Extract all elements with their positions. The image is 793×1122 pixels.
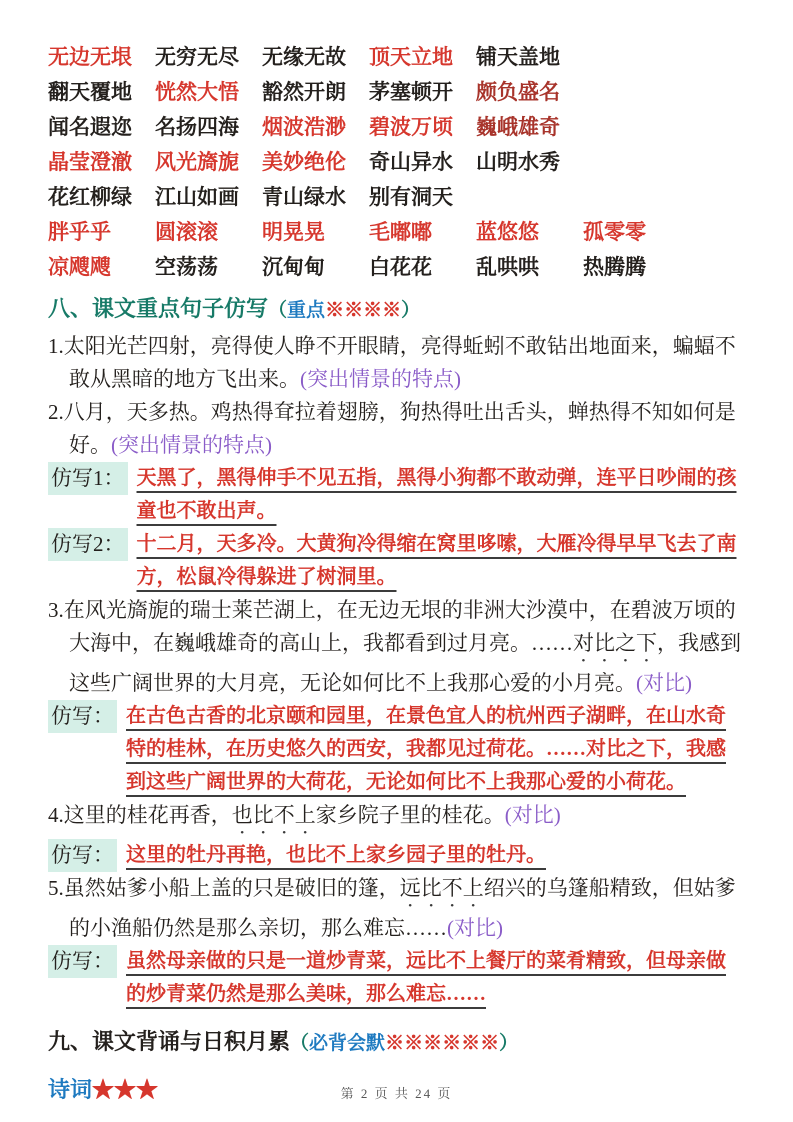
- paren-open: （: [290, 1033, 310, 1054]
- fangxie-label: 仿写1：: [48, 462, 128, 495]
- idiom-row: [48, 151, 745, 173]
- fangxie-label: 仿写：: [48, 945, 117, 978]
- sentence-item-5: [48, 872, 745, 945]
- idiom-row: [48, 256, 745, 278]
- fangxie-answer: 十二月，天多冷。大黄狗冷得缩在窝里哆嗦，大雁冷得早早飞去了南方，松鼠冷得躲进了树洞里。: [136, 533, 737, 588]
- idiom-row: [48, 46, 745, 68]
- idiom-word: 无穷无尽: [155, 45, 239, 69]
- emphasized-text: 远比不上: [399, 876, 484, 900]
- section-number: 八、: [48, 296, 93, 321]
- sentence-item-2: [48, 396, 745, 462]
- section-number: 九、: [48, 1029, 93, 1054]
- fangxie-label: 仿写：: [48, 700, 117, 733]
- idiom-word: 凉飕飕: [48, 255, 111, 279]
- idiom-word: 蓝悠悠: [476, 220, 539, 244]
- annotation: (突出情景的特点): [300, 367, 461, 391]
- idiom-word: 无缘无故: [262, 45, 346, 69]
- imitation-block-1: [48, 462, 745, 528]
- idiom-word: 白花花: [369, 255, 432, 279]
- section-9-heading: [48, 1027, 745, 1059]
- idiom-word: 豁然开朗: [262, 80, 346, 104]
- poem-label: 诗词: [48, 1077, 93, 1102]
- sentence-text: 5.虽然姑爹小船上盖的只是破旧的篷，: [48, 876, 400, 900]
- idiom-word: 翻天覆地: [48, 80, 132, 104]
- sentence-text: 3.在风光旖旎的瑞士莱芒湖上，在无边无垠的非洲大沙漠中，在碧波万顷的大海中，在巍峨雄奇的高山上，我都看到过月亮。……: [48, 598, 736, 655]
- fangxie-label: 仿写：: [48, 839, 117, 872]
- idiom-word: 江山如画: [155, 185, 239, 209]
- sentence-text: ，我感到这些广阔世界的大月亮，无论如何比不上我那心爱的小月亮。: [69, 631, 741, 695]
- idiom-word: 热腾腾: [583, 255, 646, 279]
- poem-stars: ★★★: [92, 1077, 159, 1102]
- annotation: (对比): [447, 916, 503, 940]
- fangxie-answer: 天黑了，黑得伸手不见五指，黑得小狗都不敢动弹，连平日吵闹的孩童也不敢出声。: [136, 467, 737, 522]
- sentence-item-3: [48, 594, 745, 700]
- idiom-word: 空荡荡: [155, 255, 218, 279]
- fangxie-label: 仿写2：: [48, 528, 128, 561]
- imitation-block-4: [48, 839, 745, 872]
- idiom-word: 名扬四海: [155, 115, 239, 139]
- annotation: (突出情景的特点): [111, 433, 272, 457]
- idiom-word: 碧波万顷: [369, 115, 453, 139]
- idiom-word: 顶天立地: [369, 45, 453, 69]
- paren-close: ）: [401, 300, 421, 321]
- idiom-word: 闻名遐迩: [48, 115, 132, 139]
- imitation-block-5: [48, 945, 745, 1011]
- sentence-item-4: [48, 799, 745, 839]
- sentence-item-1: [48, 330, 745, 396]
- idiom-grid: [48, 46, 745, 278]
- emphasized-text: 对比之下: [573, 631, 657, 655]
- importance-stars: ※※※※: [325, 300, 402, 321]
- idiom-word: 茅塞顿开: [369, 80, 453, 104]
- idiom-word: 别有洞天: [369, 185, 453, 209]
- idiom-word: 美妙绝伦: [262, 150, 346, 174]
- fangxie-answer: 虽然母亲做的只是一道炒青菜，远比不上餐厅的菜肴精致，但母亲做的炒青菜仍然是那么美味，那么难忘……: [126, 950, 726, 1005]
- idiom-word: 青山绿水: [262, 185, 346, 209]
- idiom-word: 奇山异水: [369, 150, 453, 174]
- imitation-block-2: [48, 528, 745, 594]
- paren-close: ）: [499, 1033, 519, 1054]
- idiom-word: 明晃晃: [262, 220, 325, 244]
- idiom-word: 胖乎乎: [48, 220, 111, 244]
- idiom-word: 巍峨雄奇: [476, 115, 560, 139]
- importance-tag: 重点: [287, 300, 326, 321]
- idiom-word: 乱哄哄: [476, 255, 539, 279]
- annotation: (对比): [636, 671, 692, 695]
- idiom-word: 山明水秀: [476, 150, 560, 174]
- idiom-word: 花红柳绿: [48, 185, 132, 209]
- sentence-text: 2.八月，天多热。鸡热得耷拉着翅膀，狗热得吐出舌头，蝉热得不知如何是好。: [48, 400, 736, 457]
- page-number: 第 2 页 共 24 页: [340, 1086, 453, 1101]
- idiom-row: [48, 116, 745, 138]
- idiom-word: 颇负盛名: [476, 80, 560, 104]
- annotation: (对比): [504, 803, 561, 827]
- idiom-row: [48, 221, 745, 243]
- sentence-text: 1.太阳光芒四射，亮得使人睁不开眼睛，亮得蚯蚓不敢钻出地面来，蝙蝠不敢从黑暗的地方飞出来。: [48, 334, 736, 391]
- section-title: 课文重点句子仿写: [92, 296, 269, 321]
- importance-stars: ※※※※※※: [385, 1033, 500, 1054]
- section-8-heading: [48, 294, 745, 326]
- idiom-word: 晶莹澄澈: [48, 150, 132, 174]
- idiom-word: 无边无垠: [48, 45, 132, 69]
- paren-open: （: [268, 300, 288, 321]
- idiom-word: 沉甸甸: [262, 255, 325, 279]
- fangxie-answer: 这里的牡丹再艳，也比不上家乡园子里的牡丹。: [126, 844, 546, 866]
- importance-tag: 必背会默: [309, 1033, 386, 1054]
- imitation-block-3: [48, 700, 745, 799]
- idiom-word: 毛嘟嘟: [369, 220, 432, 244]
- section-title: 课文背诵与日积月累: [92, 1029, 291, 1054]
- idiom-word: 铺天盖地: [476, 45, 560, 69]
- idiom-word: 圆滚滚: [155, 220, 218, 244]
- idiom-row: [48, 186, 745, 208]
- idiom-word: 恍然大悟: [155, 80, 239, 104]
- idiom-word: 孤零零: [583, 220, 646, 244]
- idiom-word: 烟波浩渺: [262, 115, 346, 139]
- sentence-text: 4.这里的桂花再香，: [48, 803, 232, 827]
- fangxie-answer: 在古色古香的北京颐和园里，在景色宜人的杭州西子湖畔，在山水奇特的桂林，在历史悠久的西安，我都见过荷花。……对比之下，我感到这些广阔世界的大荷花，无论如何比不上我那心爱的小荷花。: [126, 705, 726, 793]
- sentence-text: 家乡院子里的桂花。: [315, 803, 505, 827]
- emphasized-text: 也比不上: [231, 803, 316, 827]
- sentence-text: 绍兴的乌篷船精致，但姑爹的小渔船仍然是那么亲切，那么难忘……: [69, 876, 736, 940]
- idiom-word: 风光旖旎: [155, 150, 239, 174]
- idiom-row: [48, 81, 745, 103]
